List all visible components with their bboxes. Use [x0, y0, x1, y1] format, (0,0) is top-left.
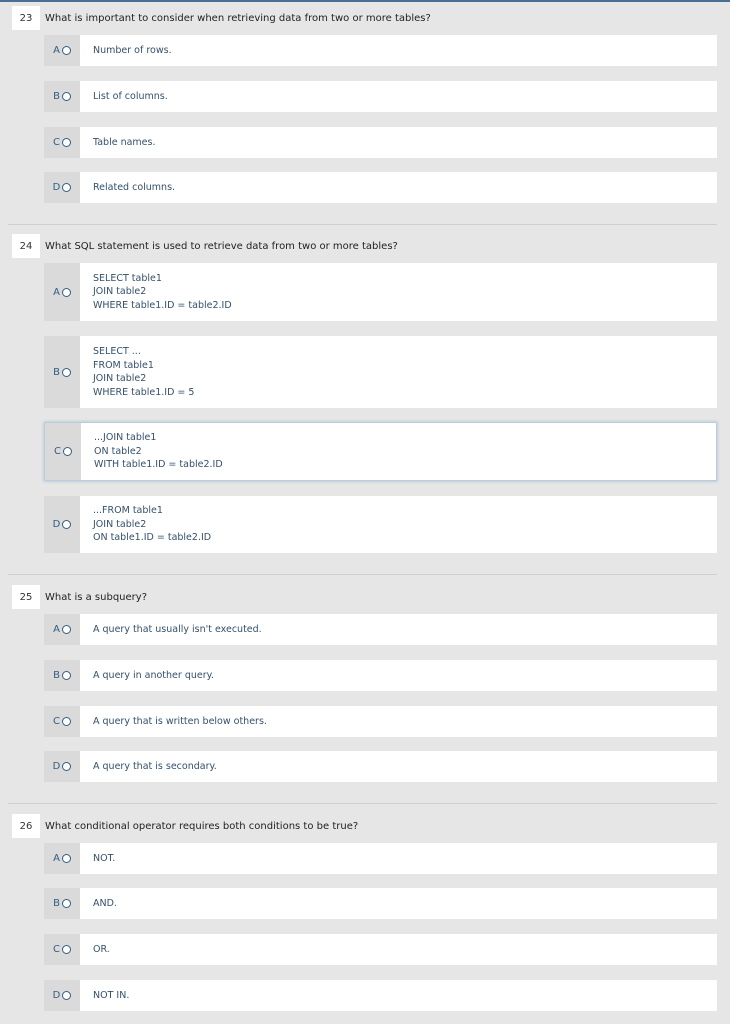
question-divider: [8, 224, 717, 225]
option-letter: A: [53, 286, 60, 298]
option-text: Number of rows.: [93, 44, 172, 56]
radio-button[interactable]: [62, 368, 71, 377]
option-letter: A: [53, 45, 60, 56]
question-header: [12, 234, 398, 258]
option-c[interactable]: [44, 127, 717, 158]
option-letter: D: [52, 761, 61, 772]
radio-button[interactable]: [62, 138, 71, 147]
option-b[interactable]: [44, 336, 717, 408]
option-c[interactable]: [44, 706, 717, 737]
option-text: NOT.: [93, 852, 116, 864]
option-letter: B: [53, 366, 60, 378]
option-letter: B: [53, 898, 60, 909]
option-text: NOT IN.: [93, 989, 130, 1001]
option-text: A query that is written below others.: [93, 715, 267, 727]
option-letter: B: [53, 670, 60, 681]
option-text: OR.: [93, 943, 110, 955]
option-b[interactable]: [44, 660, 717, 691]
question-text: What conditional operator requires both conditions to be true?: [45, 820, 359, 832]
question-divider: [8, 574, 717, 575]
option-text-line: WHERE table1.ID = 5: [93, 386, 195, 398]
question-header: [12, 585, 147, 609]
option-d[interactable]: [44, 172, 717, 203]
option-a[interactable]: [44, 614, 717, 645]
radio-button[interactable]: [63, 447, 72, 456]
radio-button[interactable]: [62, 46, 71, 55]
option-text-line: ON table1.ID = table2.ID: [93, 532, 212, 544]
radio-button[interactable]: [62, 899, 71, 908]
question-header: [12, 6, 431, 30]
option-letter: B: [53, 91, 60, 102]
option-d[interactable]: [44, 751, 717, 782]
option-text-line: WHERE table1.ID = table2.ID: [93, 299, 232, 311]
question-number: 24: [12, 234, 40, 258]
radio-button[interactable]: [62, 945, 71, 954]
radio-button[interactable]: [62, 92, 71, 101]
option-letter: D: [52, 990, 61, 1001]
option-text-line: ...JOIN table1: [94, 432, 157, 444]
question-number: 23: [12, 6, 40, 30]
option-text-line: JOIN table2: [93, 518, 147, 530]
radio-button[interactable]: [62, 183, 71, 192]
option-text: A query that is secondary.: [93, 760, 217, 772]
question-text: What is a subquery?: [45, 591, 147, 603]
option-d[interactable]: [44, 496, 717, 553]
option-letter: C: [53, 944, 60, 955]
option-letter: D: [52, 182, 61, 193]
option-letter: A: [53, 853, 60, 864]
radio-button[interactable]: [62, 625, 71, 634]
option-a[interactable]: [44, 263, 717, 321]
option-c[interactable]: [44, 422, 717, 481]
option-text-line: ...FROM table1: [93, 505, 163, 517]
option-letter: C: [53, 716, 60, 727]
option-text-line: SELECT ...: [93, 346, 141, 357]
radio-button[interactable]: [62, 520, 71, 529]
option-text: Related columns.: [93, 181, 176, 193]
option-letter: D: [52, 519, 61, 530]
radio-button[interactable]: [62, 288, 71, 297]
option-letter: C: [54, 446, 61, 457]
option-b[interactable]: [44, 888, 717, 919]
option-text-line: JOIN table2: [93, 286, 147, 298]
option-text-line: SELECT table1: [93, 272, 162, 284]
question-number: 25: [12, 585, 40, 609]
radio-button[interactable]: [62, 717, 71, 726]
question-text: What SQL statement is used to retrieve data from two or more tables?: [45, 240, 398, 252]
option-a[interactable]: [44, 35, 717, 66]
radio-button[interactable]: [62, 762, 71, 771]
option-text-line: FROM table1: [93, 359, 154, 371]
option-d[interactable]: [44, 980, 717, 1011]
option-letter: C: [53, 137, 60, 148]
radio-button[interactable]: [62, 671, 71, 680]
option-text: Table names.: [93, 136, 156, 148]
option-text: AND.: [93, 897, 117, 909]
radio-button[interactable]: [62, 854, 71, 863]
question-divider: [8, 803, 717, 804]
option-b[interactable]: [44, 81, 717, 112]
option-text-line: ON table2: [94, 445, 142, 457]
radio-button[interactable]: [62, 991, 71, 1000]
question-number: 26: [12, 814, 40, 838]
option-text: A query in another query.: [93, 669, 214, 681]
top-accent-line: [0, 0, 730, 2]
option-letter: A: [53, 624, 60, 635]
option-text-line: JOIN table2: [93, 373, 147, 384]
option-c[interactable]: [44, 934, 717, 965]
option-text: List of columns.: [93, 90, 168, 102]
option-text: A query that usually isn't executed.: [93, 623, 262, 635]
question-header: [12, 814, 358, 838]
option-text-line: WITH table1.ID = table2.ID: [94, 459, 223, 471]
question-text: What is important to consider when retrieving data from two or more tables?: [45, 12, 431, 24]
option-a[interactable]: [44, 843, 717, 874]
